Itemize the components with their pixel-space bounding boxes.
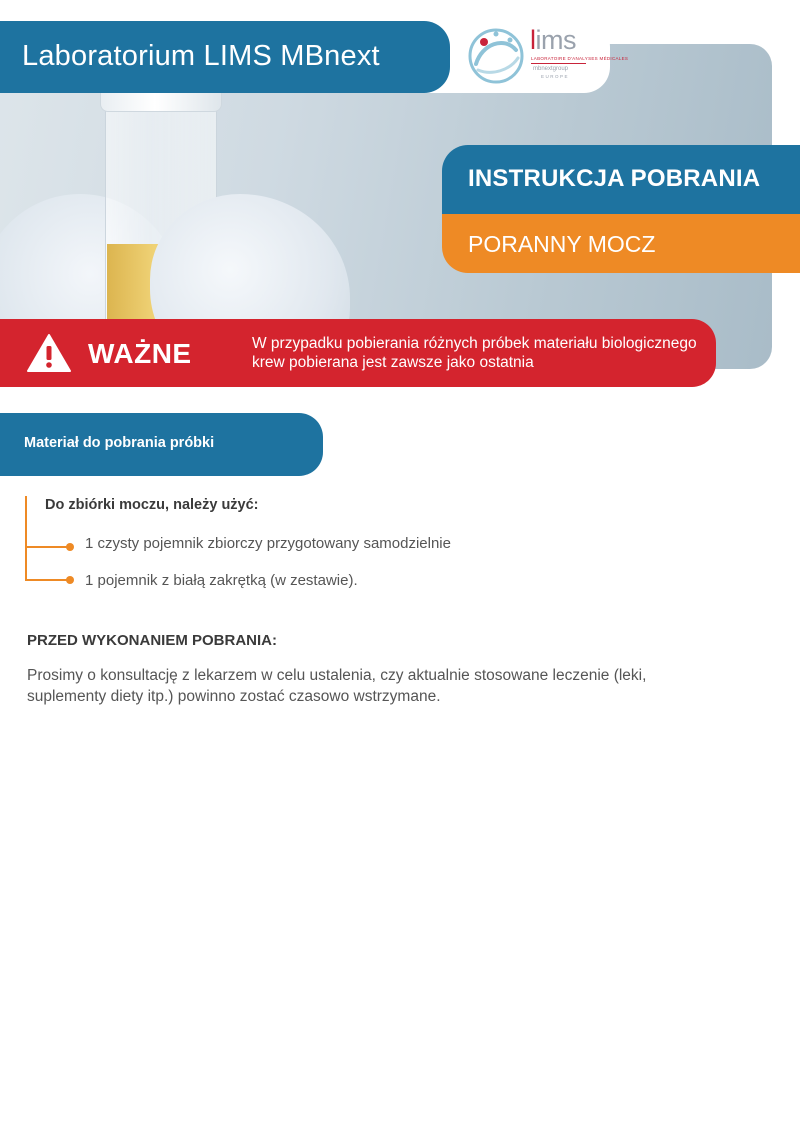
material-section-bar bbox=[0, 413, 323, 476]
warning-triangle-icon bbox=[26, 333, 72, 373]
list-item: 1 pojemnik z białą zakrętką (w zestawie). bbox=[85, 572, 358, 589]
page-title: Laboratorium LIMS MBnext bbox=[22, 40, 380, 72]
lims-logo-icon bbox=[464, 26, 528, 86]
before-heading: PRZED WYKONANIEM POBRANIA: bbox=[27, 632, 277, 649]
list-item: 1 czysty pojemnik zbiorczy przygotowany samodzielnie bbox=[85, 535, 451, 552]
list-connector-1 bbox=[25, 546, 69, 548]
logo-region: EUROPE bbox=[541, 74, 570, 79]
bullet-dot bbox=[66, 576, 74, 584]
logo-group: mbnextgroup bbox=[533, 66, 569, 72]
instruction-title: INSTRUKCJA POBRANIA bbox=[468, 165, 761, 192]
list-connector-2 bbox=[25, 579, 69, 581]
logo-subtitle: LABORATOIRE D'ANALYSES MÉDICALES bbox=[531, 56, 629, 61]
important-text: W przypadku pobierania różnych próbek materiału biologicznego krew pobierana jest zawsze jako ostatnia bbox=[252, 335, 697, 371]
logo-divider bbox=[531, 63, 586, 64]
logo-wordmark bbox=[530, 25, 576, 56]
logo-letter-l: l bbox=[530, 25, 536, 55]
header-bar bbox=[0, 21, 450, 93]
material-section-title: Materiał do pobrania próbki bbox=[24, 435, 215, 451]
important-banner bbox=[0, 319, 716, 387]
sample-type: PORANNY MOCZ bbox=[468, 231, 656, 257]
before-text: Prosimy o konsultację z lekarzem w celu ustalenia, czy aktualnie stosowane leczenie (leki, suplementy diety itp.) powinno zostać czasowo wstrzymane. bbox=[27, 667, 647, 705]
material-heading: Do zbiórki moczu, należy użyć: bbox=[45, 497, 259, 513]
instruction-title-box bbox=[442, 145, 800, 214]
list-connector-vertical bbox=[25, 496, 27, 580]
logo-letters: ims bbox=[535, 25, 576, 55]
important-label: WAŻNE bbox=[88, 338, 192, 369]
bullet-dot bbox=[66, 543, 74, 551]
